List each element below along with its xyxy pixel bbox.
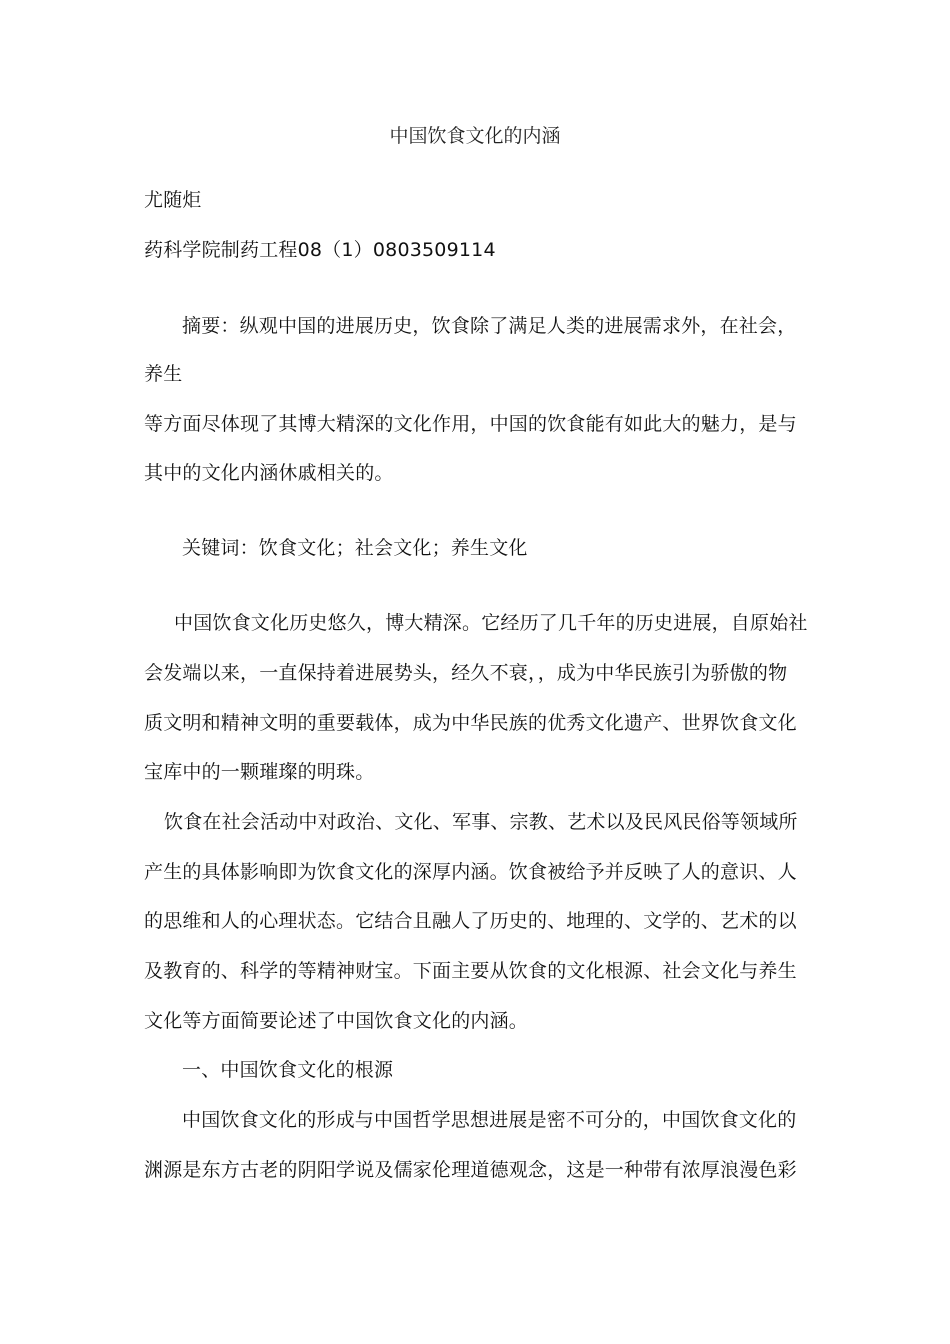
paragraph-line: 饮食在社会活动中对政治、文化、军事、宗教、艺术以及民风民俗等领域所 bbox=[164, 811, 798, 833]
paragraph-line: 中国饮食文化历史悠久，博大精深。它经历了几千年的历史进展，自原始社 bbox=[174, 612, 808, 634]
paragraph-line: 会发端以来，一直保持着进展势头，经久不衰，，成为中华民族引为骄傲的物 bbox=[144, 662, 788, 684]
abstract-line: 摘要：纵观中国的进展历史，饮食除了满足人类的进展需求外，在社会， bbox=[182, 315, 797, 337]
document-title: 中国饮食文化的内涵 bbox=[389, 125, 561, 147]
keywords: 关键词：饮食文化；社会文化；养生文化 bbox=[182, 537, 528, 559]
paragraph-line: 宝库中的一颗璀璨的明珠。 bbox=[144, 761, 375, 783]
abstract-line: 养生 bbox=[144, 363, 183, 385]
paragraph-line: 渊源是东方古老的阴阳学说及儒家伦理道德观念，这是一种带有浓厚浪漫色彩 bbox=[144, 1159, 797, 1181]
abstract-line: 等方面尽体现了其博大精深的文化作用，中国的饮食能有如此大的魅力，是与 bbox=[144, 413, 797, 435]
paragraph-line: 及教育的、科学的等精神财宝。下面主要从饮食的文化根源、社会文化与养生 bbox=[144, 960, 797, 982]
author-name: 尤随炬 bbox=[144, 189, 202, 211]
author-affiliation: 药科学院制药工程08（1）0803509114 bbox=[144, 239, 496, 261]
paragraph-line: 文化等方面简要论述了中国饮食文化的内涵。 bbox=[144, 1010, 529, 1032]
paragraph-line: 质文明和精神文明的重要载体，成为中华民族的优秀文化遗产、世界饮食文化 bbox=[144, 712, 797, 734]
section-heading: 一、中国饮食文化的根源 bbox=[182, 1059, 394, 1081]
paragraph-line: 的思维和人的心理状态。它结合且融人了历史的、地理的、文学的、艺术的以 bbox=[144, 910, 797, 932]
abstract-line: 其中的文化内涵休戚相关的。 bbox=[144, 462, 394, 484]
paragraph-line: 中国饮食文化的形成与中国哲学思想进展是密不可分的，中国饮食文化的 bbox=[182, 1109, 797, 1131]
paragraph-line: 产生的具体影响即为饮食文化的深厚内涵。饮食被给予并反映了人的意识、人 bbox=[144, 861, 797, 883]
